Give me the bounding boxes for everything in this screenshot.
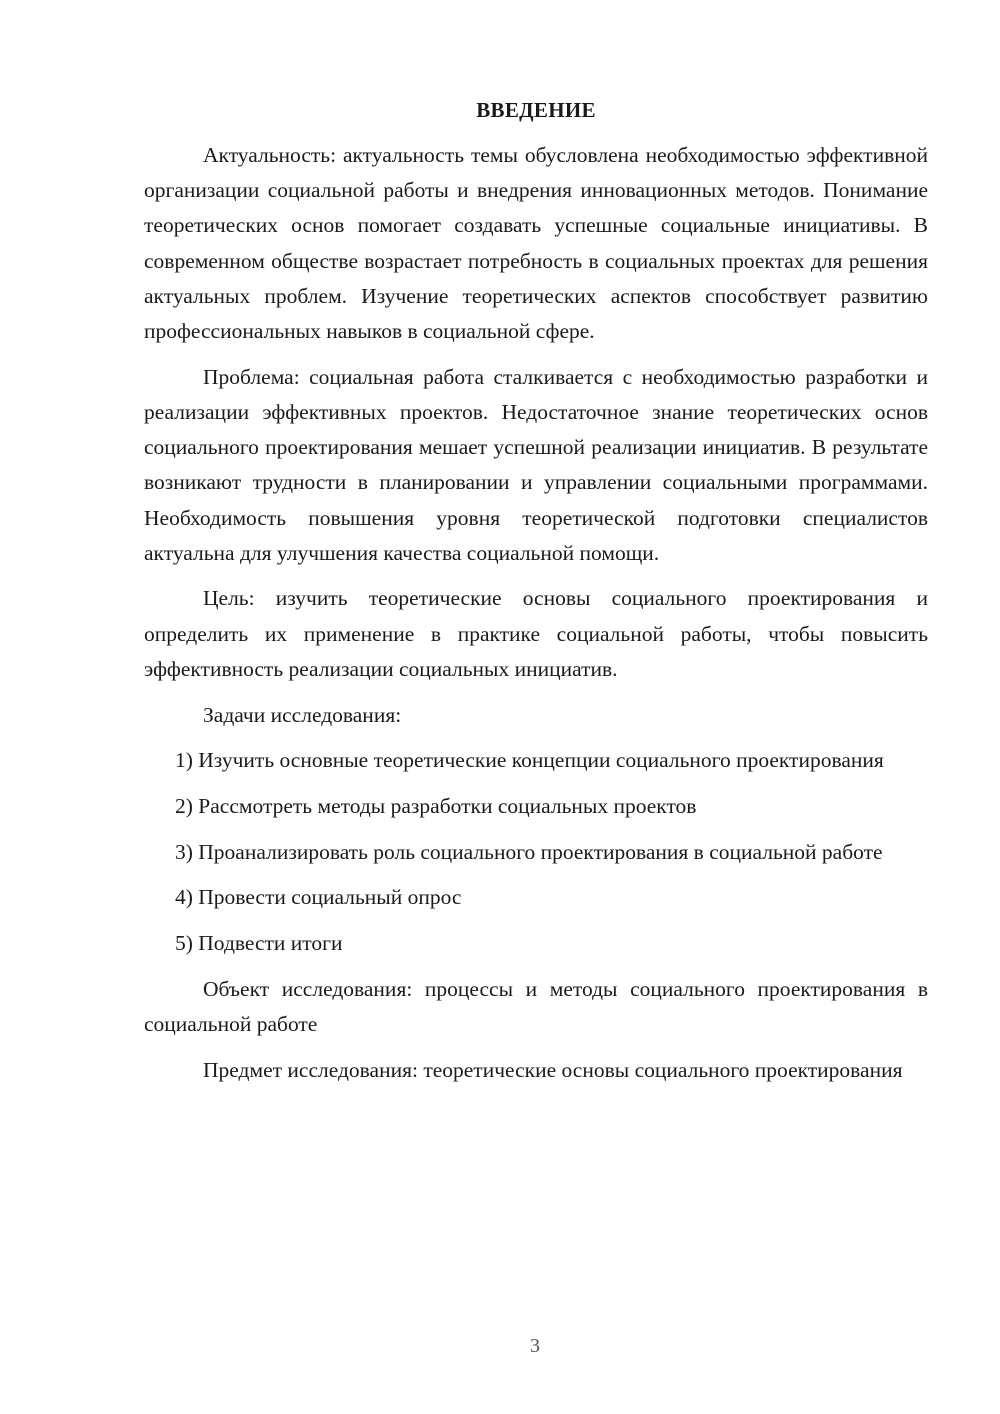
research-object-paragraph: Объект исследования: процессы и методы социального проектирования в социальной работе	[144, 976, 928, 1036]
task-item: 3) Проанализировать роль социального проектирования в социальной работе	[175, 839, 883, 864]
page-title: ВВЕДЕНИЕ	[476, 98, 596, 122]
problem-paragraph: Проблема: социальная работа сталкивается с необходимостью разработки и реализации эффективных проектов. Недостаточное знание теоретических основ социального проектирования мешает успешной реализации инициатив. В результате возникают трудности в планировании и управлении социальными программами. Необходимость повышения уровня теоретической подготовки специалистов актуальна для улучшения качества социальной помощи.	[144, 364, 928, 565]
research-subject-paragraph: Предмет исследования: теоретические основы социального проектирования	[203, 1057, 903, 1082]
page-content	[144, 96, 928, 1098]
task-item: 5) Подвести итоги	[175, 931, 343, 956]
tasks-heading: Задачи исследования:	[203, 702, 402, 727]
task-item: 2) Рассмотреть методы разработки социальных проектов	[175, 793, 697, 818]
goal-paragraph: Цель: изучить теоретические основы социального проектирования и определить их применение в практике социальной работы, чтобы повысить эффективность реализации социальных инициатив.	[144, 586, 928, 681]
task-item: 1) Изучить основные теоретические концепции социального проектирования	[175, 748, 884, 773]
page-number: 3	[530, 1335, 540, 1357]
relevance-paragraph: Актуальность: актуальность темы обусловлена необходимостью эффективной организации социальной работы и внедрения инновационных методов. Понимание теоретических основ помогает создавать успешные социальные инициативы. В современном обществе возрастает потребность в социальных проектах для решения актуальных проблем. Изучение теоретических аспектов способствует развитию профессиональных навыков в социальной сфере.	[144, 143, 928, 344]
task-item: 4) Провести социальный опрос	[175, 885, 462, 910]
